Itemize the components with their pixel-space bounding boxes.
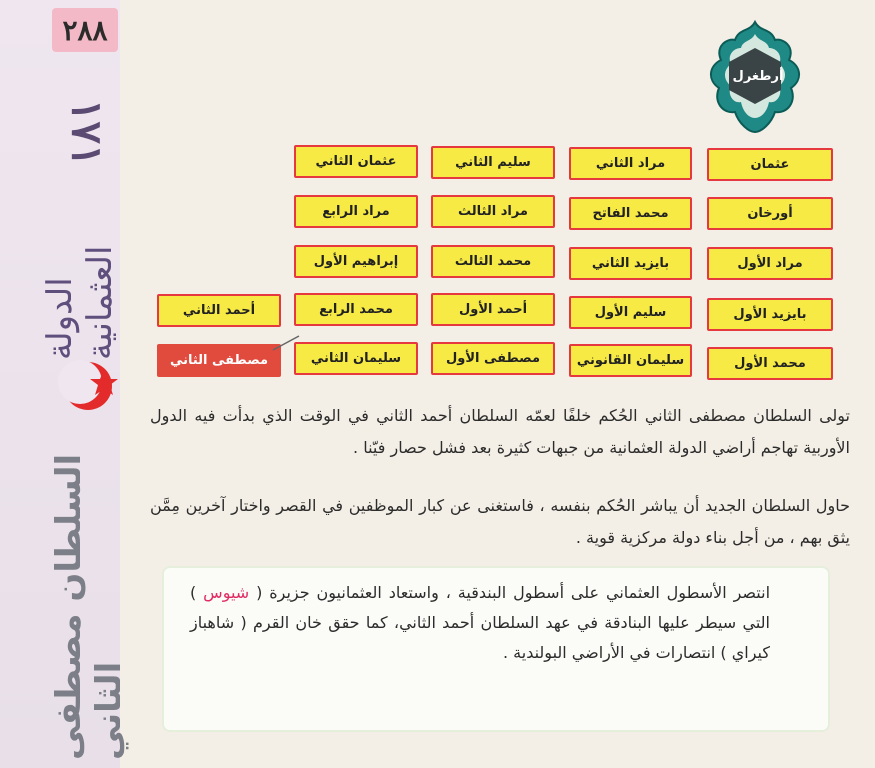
info-text-part2: ) التي سيطر عليها البنادقة في عهد السلطان أحمد الثاني، كما حقق خان القرم ( شاهباز كيراي ) انتصارات في الأراضي البولندية . xyxy=(190,583,770,662)
sultan-box: سليم الثاني xyxy=(431,146,555,179)
current-sultan-box: مصطفى الثاني xyxy=(157,344,281,377)
info-text xyxy=(190,578,770,668)
paragraph-2: حاول السلطان الجديد أن يباشر الحُكم بنفسه ، فاستغنى عن كبار الموظفين في القصر واختار آخرين مِمَّن يثق بهم ، من أجل بناء دولة مركزية قوية . xyxy=(150,496,850,547)
emblem-label: أرطغرل xyxy=(732,68,784,84)
sultan-box: أحمد الثاني xyxy=(157,294,281,327)
sultan-box: سليم الأول xyxy=(569,296,692,329)
sultan-box: سليمان القانوني xyxy=(569,344,692,377)
info-highlight: شيوس xyxy=(203,583,250,602)
sultan-box: أحمد الأول xyxy=(431,293,555,326)
sidebar-calligraphy: الدولة العثمانية xyxy=(40,245,120,360)
succession-connector xyxy=(271,334,301,354)
sultan-box: مصطفى الأول xyxy=(431,342,555,375)
crescent-star-icon xyxy=(46,354,122,414)
page-number-text: ٢٨٨ xyxy=(62,13,108,47)
sultan-box: عثمان الثاني xyxy=(294,145,418,178)
sultan-box: مراد الرابع xyxy=(294,195,418,228)
sultan-box: مراد الثالث xyxy=(431,195,555,228)
sultan-box: مراد الثاني xyxy=(569,147,692,180)
sultan-box: عثمان xyxy=(707,148,833,181)
sidebar-vertical-number: ١٧١ xyxy=(62,99,112,167)
sultan-box: بايزيد الأول xyxy=(707,298,833,331)
page-number xyxy=(52,8,118,52)
info-text-part1: انتصر الأسطول العثماني على أسطول البندقية ، واستعاد العثمانيون جزيرة ( xyxy=(249,583,771,602)
paragraph-1: تولى السلطان مصطفى الثاني الحُكم خلفًا لعمّه السلطان أحمد الثاني في الوقت الذي بدأت فيه الدول الأوربية تهاجم أراضي الدولة العثمانية من جبهات كثيرة بعد فشل حصار فيّنا . xyxy=(150,406,850,457)
sultan-box: بايزيد الثاني xyxy=(569,247,692,280)
sultan-box: محمد الثالث xyxy=(431,245,555,278)
sultan-box: محمد الفاتح xyxy=(569,197,692,230)
sultan-box: أورخان xyxy=(707,197,833,230)
sultan-box: محمد الرابع xyxy=(294,293,418,326)
sultan-box: مراد الأول xyxy=(707,247,833,280)
sultan-box: إبراهيم الأول xyxy=(294,245,418,278)
sultan-box: سليمان الثاني xyxy=(294,342,418,375)
sidebar-title: السلطان مصطفى الثاني xyxy=(49,453,129,760)
sultan-box: محمد الأول xyxy=(707,347,833,380)
